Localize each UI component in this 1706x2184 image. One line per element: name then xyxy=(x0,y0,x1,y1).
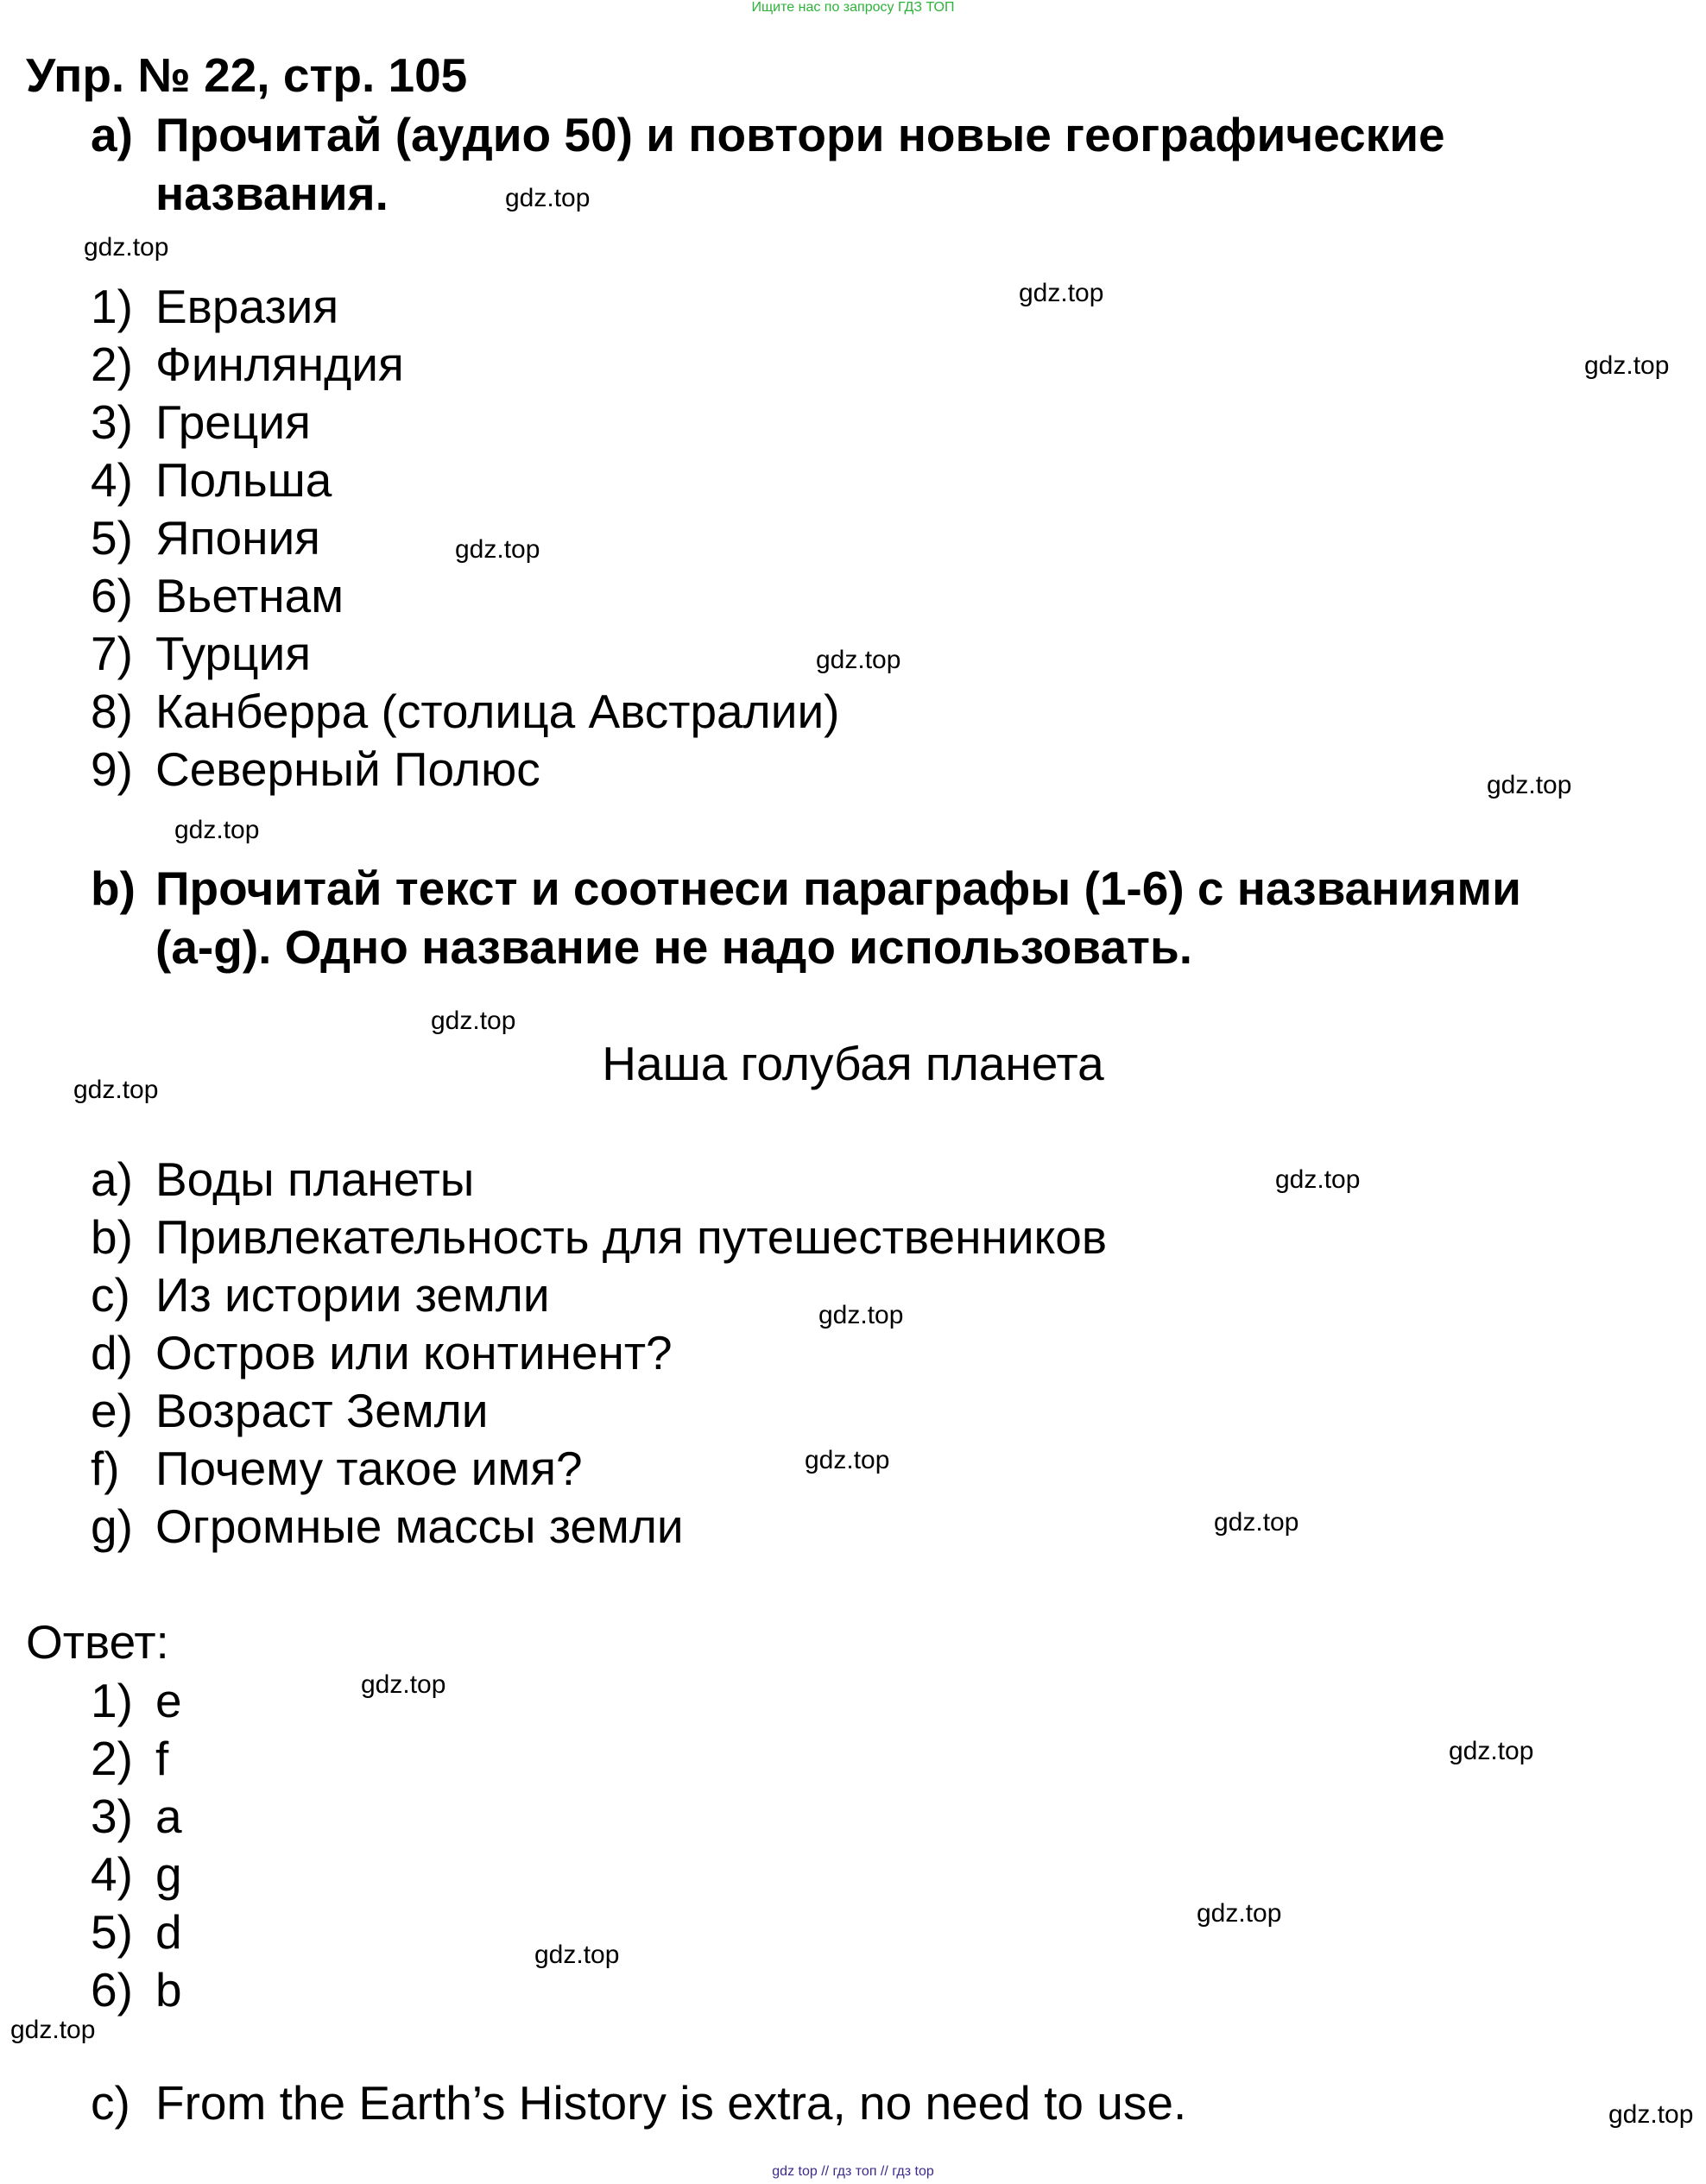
watermark: gdz.top xyxy=(84,233,169,262)
list-item-number: 2) xyxy=(91,338,133,391)
watermark: gdz.top xyxy=(431,1007,516,1035)
task-b-line-1: Прочитай текст и соотнеси параграфы (1-6) с названиями xyxy=(155,862,1521,915)
list-item-text: Канберра (столица Австралии) xyxy=(155,685,840,738)
watermark: gdz.top xyxy=(455,535,540,564)
list-item-number: 9) xyxy=(91,742,133,796)
answer-number: 4) xyxy=(91,1847,133,1901)
list-item-letter: c) xyxy=(91,1268,130,1322)
answer-number: 1) xyxy=(91,1674,133,1727)
watermark: gdz.top xyxy=(816,646,901,674)
watermark: gdz.top xyxy=(818,1301,904,1329)
list-item-letter: a) xyxy=(91,1152,133,1206)
top-banner[interactable]: Ищите нас по запросу ГДЗ ТОП xyxy=(751,0,955,15)
list-item-text: Северный Полюс xyxy=(155,742,540,796)
watermark: gdz.top xyxy=(1608,2100,1694,2129)
task-b-heading xyxy=(91,859,1688,980)
place-names-list xyxy=(91,278,1040,805)
watermark: gdz.top xyxy=(73,1076,159,1104)
task-b-line-2: (a-g). Одно название не надо использовать. xyxy=(155,920,1193,974)
watermark: gdz.top xyxy=(1197,1899,1282,1928)
footer-links[interactable]: gdz top // гдз топ // гдз top xyxy=(772,2164,934,2179)
answer-letter: a xyxy=(155,1789,182,1843)
task-a-heading xyxy=(91,105,1645,226)
answer-letter: d xyxy=(155,1905,182,1959)
list-item-text: Почему такое имя? xyxy=(155,1442,583,1495)
watermark: gdz.top xyxy=(1275,1165,1361,1194)
watermark: gdz.top xyxy=(174,816,260,844)
answer-number: 2) xyxy=(91,1732,133,1785)
answer-letter: g xyxy=(155,1847,182,1901)
list-item-text: Евразия xyxy=(155,280,339,333)
answer-number: 5) xyxy=(91,1905,133,1959)
watermark: gdz.top xyxy=(1214,1508,1299,1537)
answer-label: Ответ: xyxy=(26,1615,169,1669)
list-item-letter: e) xyxy=(91,1384,133,1437)
watermark: gdz.top xyxy=(10,2016,96,2044)
answer-number: 6) xyxy=(91,1963,133,2017)
list-item-letter: b) xyxy=(91,1210,133,1264)
list-item-text: Остров или континент? xyxy=(155,1326,673,1379)
watermark: gdz.top xyxy=(534,1941,620,1969)
list-item-text: Финляндия xyxy=(155,338,404,391)
text-title: Наша голубая планета xyxy=(602,1037,1104,1090)
watermark: gdz.top xyxy=(361,1670,446,1699)
list-item-number: 4) xyxy=(91,453,133,507)
answer-letter: f xyxy=(155,1732,169,1785)
watermark: gdz.top xyxy=(1019,279,1104,307)
list-item-number: 5) xyxy=(91,511,133,565)
answer-number: 3) xyxy=(91,1789,133,1843)
list-item-number: 6) xyxy=(91,569,133,622)
task-b-label: b) xyxy=(91,862,136,915)
task-a-line-2: названия. xyxy=(155,167,389,220)
list-item-text: Огромные массы земли xyxy=(155,1499,684,1553)
list-item-letter: d) xyxy=(91,1326,133,1379)
extra-note xyxy=(91,2074,1558,2132)
extra-note-letter: c) xyxy=(91,2076,130,2130)
list-item-number: 1) xyxy=(91,280,133,333)
extra-note-text: From the Earth’s History is extra, no need to use. xyxy=(155,2076,1187,2130)
list-item-text: Греция xyxy=(155,395,311,449)
list-item-number: 8) xyxy=(91,685,133,738)
exercise-title: Упр. № 22, стр. 105 xyxy=(26,48,468,102)
list-item-text: Возраст Земли xyxy=(155,1384,489,1437)
task-a-label: a) xyxy=(91,108,133,161)
watermark: gdz.top xyxy=(1584,351,1670,380)
answer-letter: e xyxy=(155,1674,182,1727)
watermark: gdz.top xyxy=(805,1446,890,1474)
list-item-text: Привлекательность для путешественников xyxy=(155,1210,1108,1264)
answers-list xyxy=(91,1672,436,2026)
list-item-text: Вьетнам xyxy=(155,569,344,622)
answer-letter: b xyxy=(155,1963,182,2017)
headings-list xyxy=(91,1151,1299,1565)
list-item-text: Польша xyxy=(155,453,332,507)
watermark: gdz.top xyxy=(1449,1737,1534,1765)
list-item-text: Из истории земли xyxy=(155,1268,550,1322)
task-a-line-1: Прочитай (аудио 50) и повтори новые географические xyxy=(155,108,1445,161)
list-item-letter: f) xyxy=(91,1442,120,1495)
list-item-text: Воды планеты xyxy=(155,1152,475,1206)
list-item-text: Турция xyxy=(155,627,311,680)
list-item-number: 3) xyxy=(91,395,133,449)
list-item-letter: g) xyxy=(91,1499,133,1553)
list-item-number: 7) xyxy=(91,627,133,680)
list-item-text: Япония xyxy=(155,511,320,565)
watermark: gdz.top xyxy=(1487,771,1572,799)
watermark: gdz.top xyxy=(505,184,591,212)
